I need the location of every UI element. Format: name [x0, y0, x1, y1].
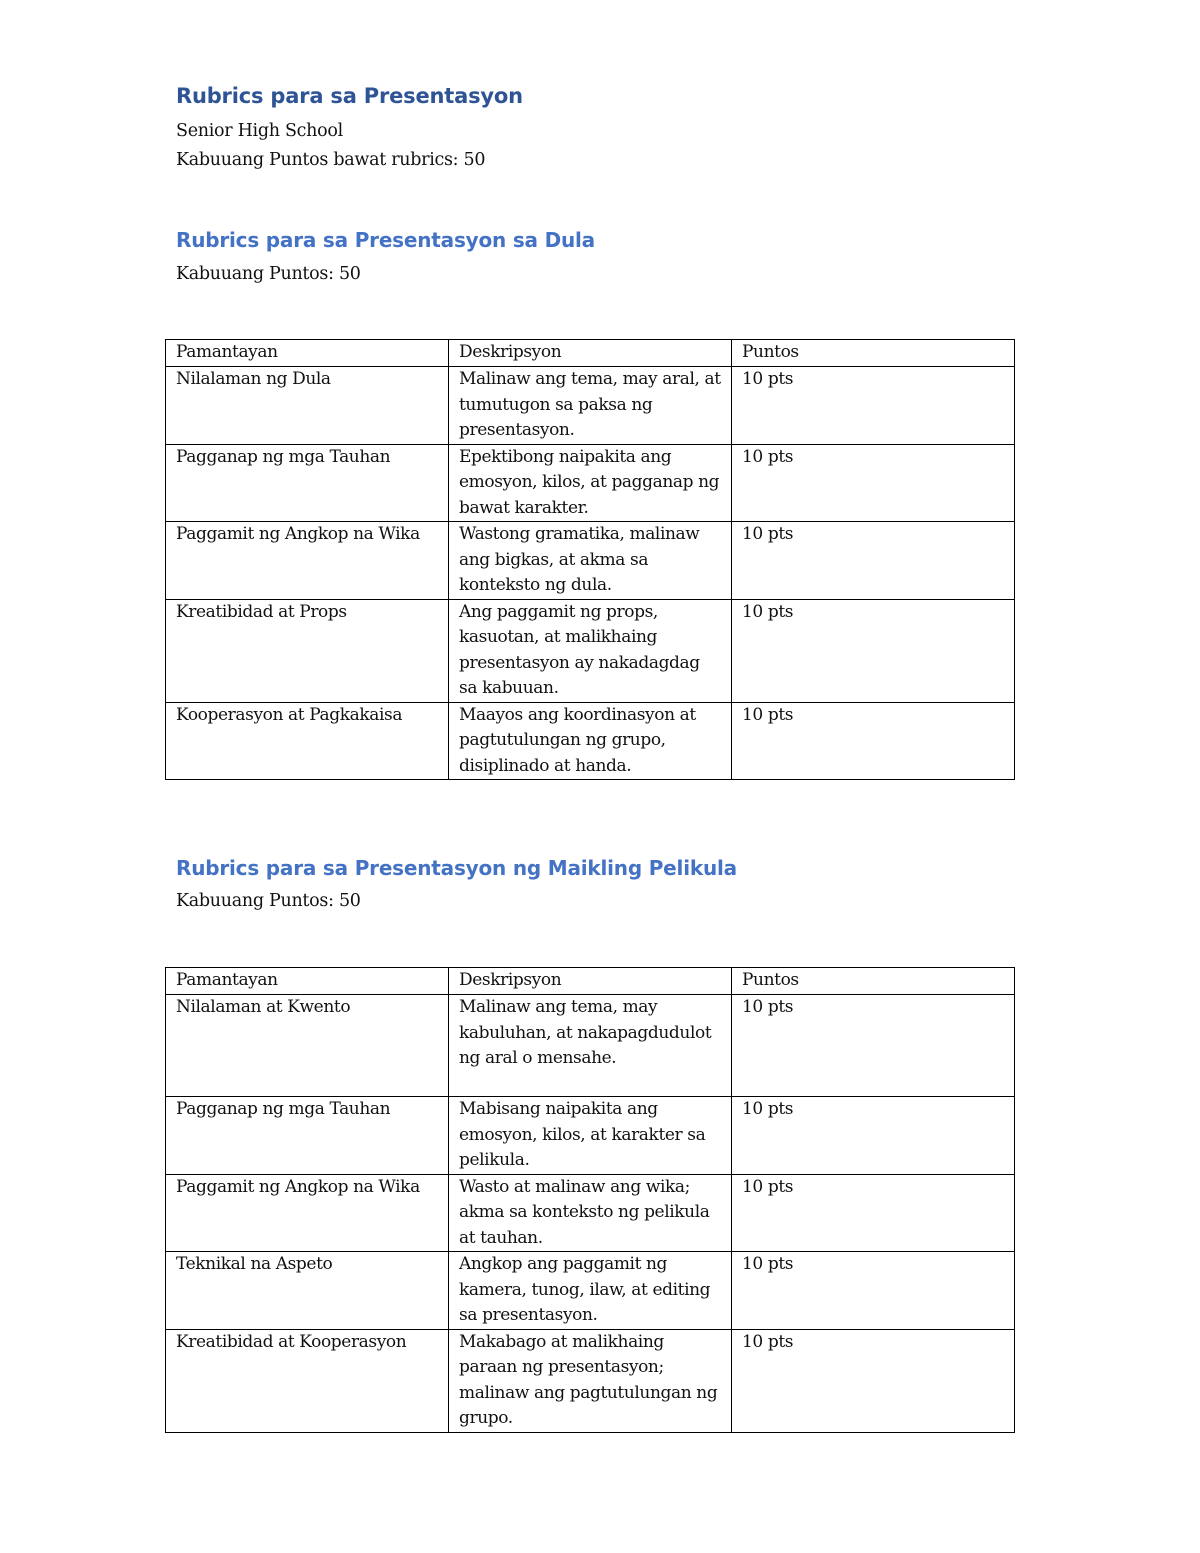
table-row [166, 1329, 1015, 1432]
criterion-cell: Kooperasyon at Pagkakaisa [166, 702, 449, 780]
points-cell: 10 pts [732, 367, 1015, 445]
description-cell: Ang paggamit ng props, kasuotan, at malikhaing presentasyon ay nakadagdag sa kabuuan. [449, 599, 732, 702]
table-header-row [166, 968, 1015, 995]
total-points-note: Kabuuang Puntos bawat rubrics: 50 [176, 150, 486, 170]
dula-rubric-table [165, 339, 1015, 780]
points-cell: 10 pts [732, 1329, 1015, 1432]
column-header: Pamantayan [166, 968, 449, 995]
criterion-cell: Teknikal na Aspeto [166, 1252, 449, 1330]
table-row [166, 1097, 1015, 1175]
description-cell: Malinaw ang tema, may aral, at tumutugon sa paksa ng presentasyon. [449, 367, 732, 445]
table-row [166, 702, 1015, 780]
criterion-cell: Kreatibidad at Kooperasyon [166, 1329, 449, 1432]
pelikula-total: Kabuuang Puntos: 50 [176, 891, 361, 911]
description-cell: Maayos ang koordinasyon at pagtutulungan ng grupo, disiplinado at handa. [449, 702, 732, 780]
description-cell: Makabago at malikhaing paraan ng presentasyon; malinaw ang pagtutulungan ng grupo. [449, 1329, 732, 1432]
table-row [166, 444, 1015, 522]
column-header: Puntos [732, 968, 1015, 995]
criterion-cell: Paggamit ng Angkop na Wika [166, 522, 449, 600]
description-cell: Malinaw ang tema, may kabuluhan, at nakapagdudulot ng aral o mensahe. [449, 995, 732, 1097]
criterion-cell: Nilalaman at Kwento [166, 995, 449, 1097]
table-row [166, 995, 1015, 1097]
criterion-cell: Paggamit ng Angkop na Wika [166, 1174, 449, 1252]
table-row [166, 367, 1015, 445]
description-cell: Mabisang naipakita ang emosyon, kilos, at karakter sa pelikula. [449, 1097, 732, 1175]
points-cell: 10 pts [732, 444, 1015, 522]
criterion-cell: Nilalaman ng Dula [166, 367, 449, 445]
points-cell: 10 pts [732, 522, 1015, 600]
dula-heading: Rubrics para sa Presentasyon sa Dula [176, 228, 595, 252]
dula-total: Kabuuang Puntos: 50 [176, 264, 361, 284]
table-row [166, 599, 1015, 702]
description-cell: Wasto at malinaw ang wika; akma sa konteksto ng pelikula at tauhan. [449, 1174, 732, 1252]
table-row [166, 522, 1015, 600]
column-header: Deskripsyon [449, 968, 732, 995]
points-cell: 10 pts [732, 995, 1015, 1097]
description-cell: Wastong gramatika, malinaw ang bigkas, at akma sa konteksto ng dula. [449, 522, 732, 600]
criterion-cell: Pagganap ng mga Tauhan [166, 444, 449, 522]
table-header-row [166, 340, 1015, 367]
table-row [166, 1174, 1015, 1252]
criterion-cell: Pagganap ng mga Tauhan [166, 1097, 449, 1175]
criterion-cell: Kreatibidad at Props [166, 599, 449, 702]
column-header: Pamantayan [166, 340, 449, 367]
school-level: Senior High School [176, 121, 343, 141]
description-cell: Angkop ang paggamit ng kamera, tunog, ilaw, at editing sa presentasyon. [449, 1252, 732, 1330]
points-cell: 10 pts [732, 1252, 1015, 1330]
points-cell: 10 pts [732, 1174, 1015, 1252]
points-cell: 10 pts [732, 702, 1015, 780]
document-title: Rubrics para sa Presentasyon [176, 84, 523, 108]
points-cell: 10 pts [732, 1097, 1015, 1175]
pelikula-heading: Rubrics para sa Presentasyon ng Maikling Pelikula [176, 856, 737, 880]
points-cell: 10 pts [732, 599, 1015, 702]
column-header: Deskripsyon [449, 340, 732, 367]
description-cell: Epektibong naipakita ang emosyon, kilos, at pagganap ng bawat karakter. [449, 444, 732, 522]
table-row [166, 1252, 1015, 1330]
pelikula-rubric-table [165, 967, 1015, 1433]
column-header: Puntos [732, 340, 1015, 367]
